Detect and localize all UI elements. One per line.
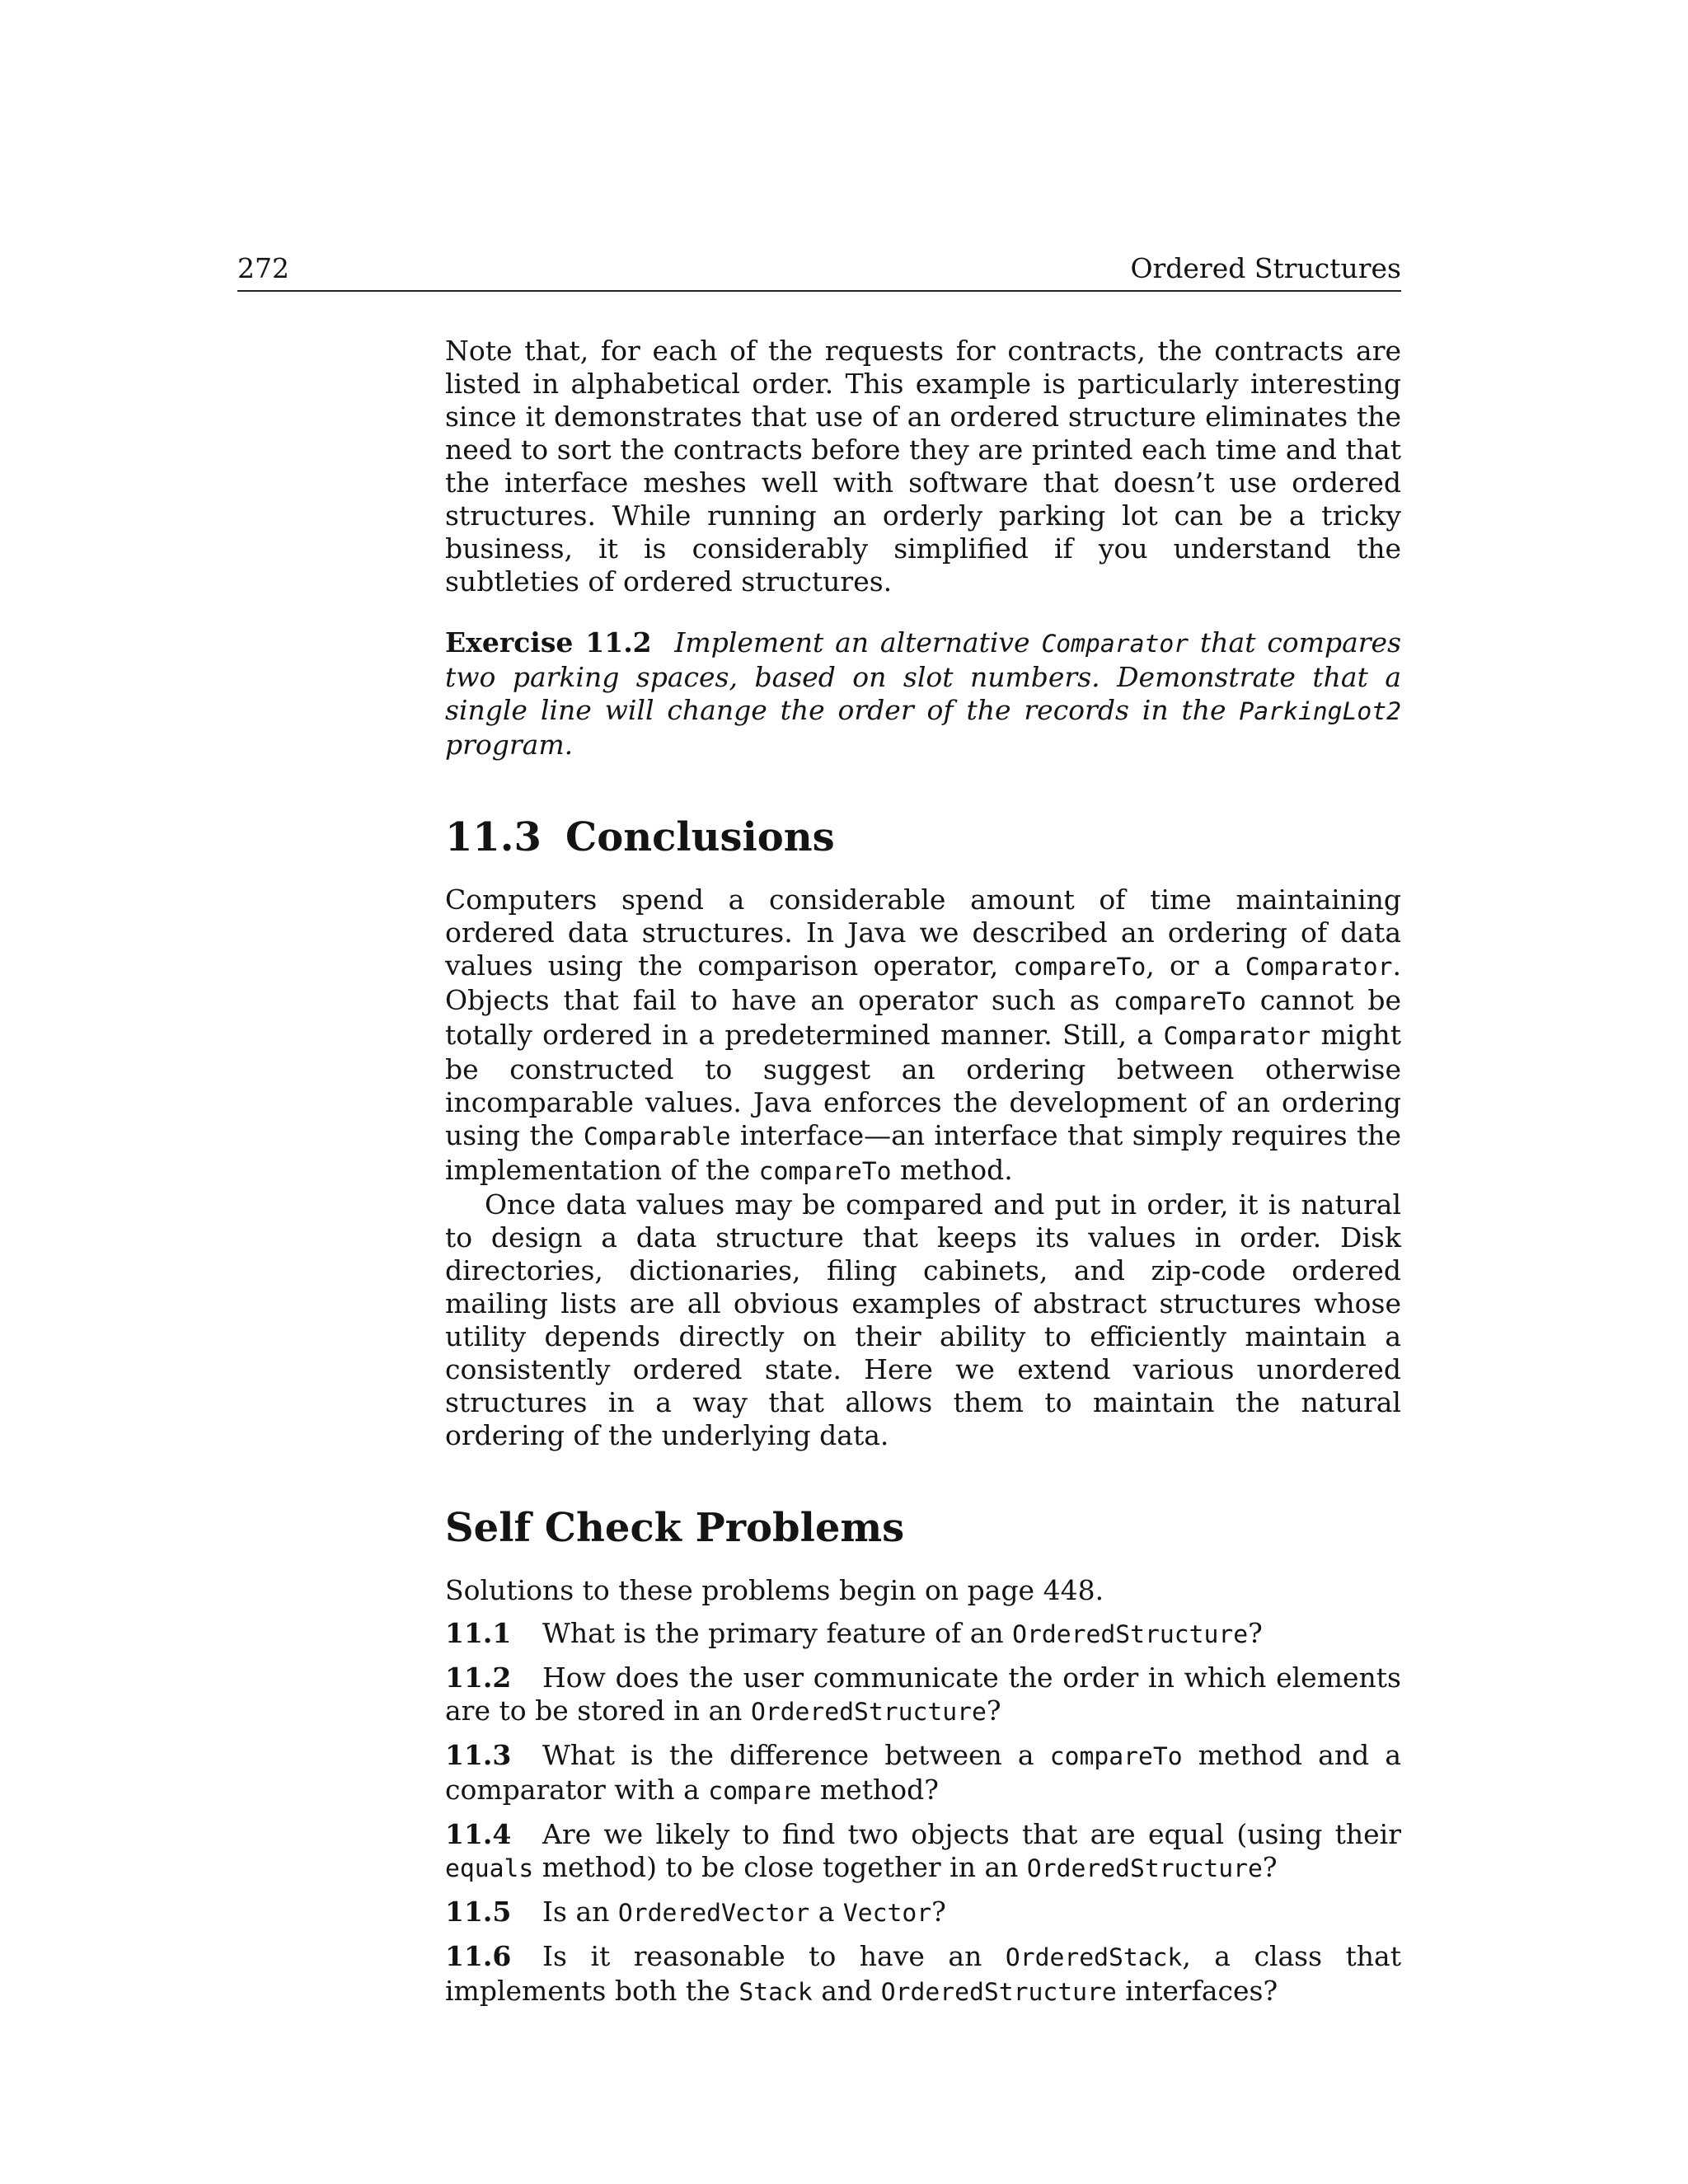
intro-paragraph: Note that, for each of the requests for contracts, the contracts are listed in alphabetical order. This example is particularly interesting since it demonstrates that use of an ordered structure eliminates the need to sort the contracts before they are printed each time and that the interface meshes well with software that doesn’t use ordered structures. While running an orderly parking lot can be a tricky business, it is considerably simplified if you understand the subtleties of ordered structures. — [445, 335, 1401, 598]
page-number: 272 — [237, 252, 289, 284]
exercise-text: Implement an alternative Comparator that compares two parking spaces, based on slot numbers. Demonstrate that a single line will change the order of the records in the ParkingLot2 program. — [445, 626, 1402, 761]
section-number: 11.3 — [445, 814, 542, 860]
self-check-intro: Solutions to these problems begin on page 448. — [445, 1574, 1104, 1606]
section-heading-conclusions — [445, 813, 1401, 862]
problem-11-1: 11.1 What is the primary feature of an OrderedStructure? — [445, 1617, 1263, 1649]
problem-11-5: 11.5 Is an OrderedVector a Vector? — [445, 1896, 946, 1928]
running-title: Ordered Structures — [1130, 252, 1401, 284]
problem-11-2: 11.2 How does the user communicate the order in which elements are to be stored in an OrderedStructure? — [445, 1661, 1401, 1727]
section-title: Conclusions — [565, 814, 835, 860]
problem-11-6: 11.6 Is it reasonable to have an OrderedStack, a class that implements both the Stack and OrderedStructure interfaces? — [445, 1940, 1401, 2007]
conclusions-paragraph-2: Once data values may be compared and put in order, it is natural to design a data structure that keeps its values in order. Disk directories, dictionaries, filing cabinets, and zip-code ordered mailing lists are all obvious examples of abstract structures whose utility depends directly on their ability to efficiently maintain a consistently ordered state. Here we extend various unordered structures in a way that allows them to maintain the natural ordering of the underlying data. — [445, 1188, 1401, 1451]
page-body — [445, 335, 1401, 2009]
exercise-label: Exercise 11.2 — [445, 626, 652, 658]
code-parkinglot2: ParkingLot2 — [1239, 697, 1401, 726]
problem-11-4: 11.4 Are we likely to find two objects that are equal (using their equals method) to be close together in an OrderedStructure? — [445, 1818, 1401, 1883]
section-heading-self-check: Self Check Problems — [445, 1505, 905, 1551]
exercise-11-2 — [445, 626, 1401, 762]
conclusions-paragraph-1: Computers spend a considerable amount of time maintaining ordered data structures. In Java we described an ordering of data values using the comparison operator, compareTo, or a Comparator. Objects that fail to have an operator such as compareTo cannot be totally ordered in a predetermined manner. Still, a Comparator might be constructed to suggest an ordering between otherwise incomparable values. Java enforces the development of an ordering using the Comparable interface—an interface that simply requires the implementation of the compareTo method. — [445, 883, 1401, 1186]
code-comparator: Comparator — [1041, 630, 1189, 658]
problem-11-3: 11.3 What is the difference between a compareTo method and a comparator with a compare method? — [445, 1739, 1401, 1806]
running-header — [237, 252, 1401, 292]
